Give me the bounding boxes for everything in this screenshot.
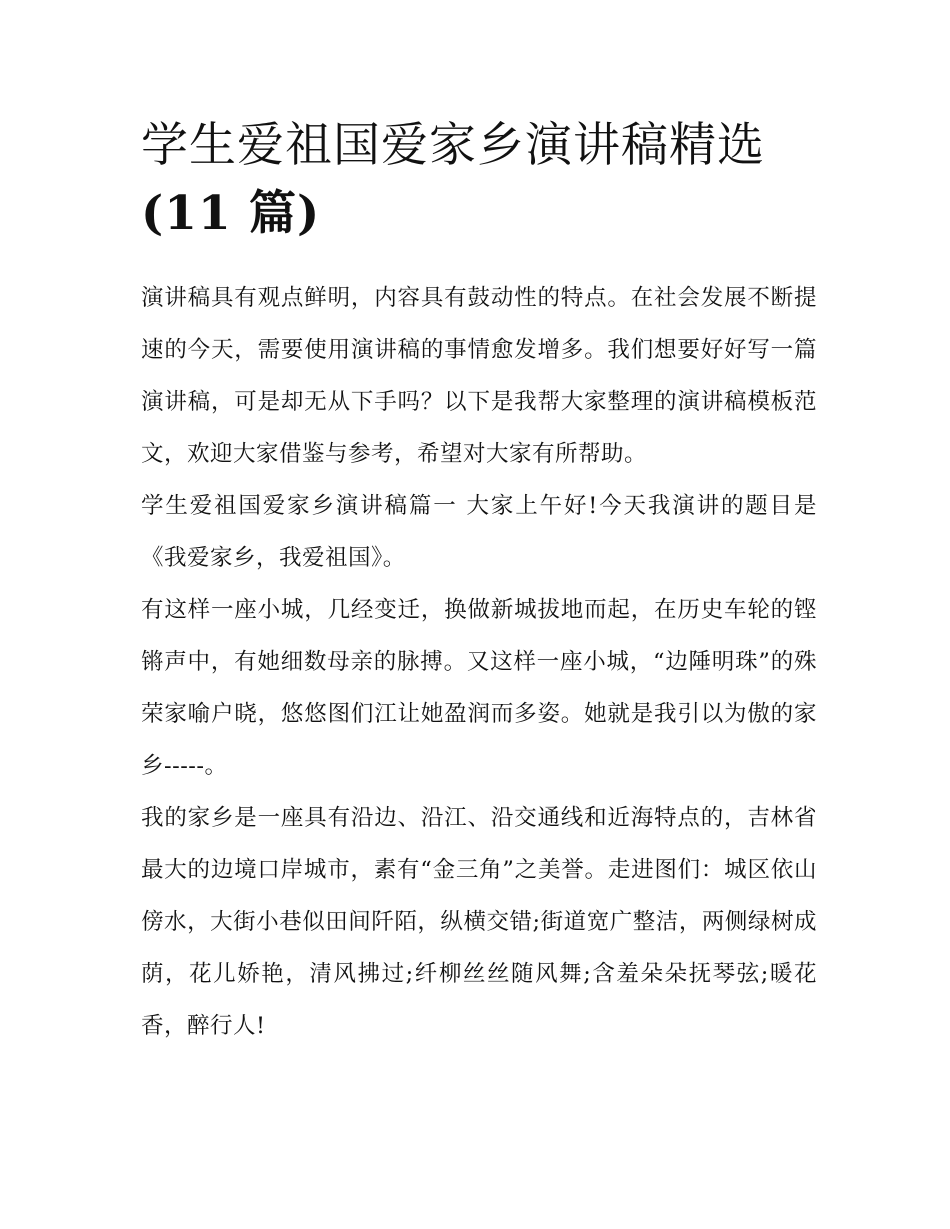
- document-body: [141, 112, 817, 1052]
- title-main: 学生爱祖国爱家乡演讲稿精选: [141, 118, 765, 173]
- title-count: (11 篇): [141, 186, 321, 241]
- hometown-description-paragraph: 有这样一座小城，几经变迁，换做新城拔地而起，在历史车轮的铿锵声中，有她细数母亲的脉搏。又这样一座小城，“边陲明珠”的殊荣家喻户晓，悠悠图们江让她盈润而多姿。她就是我引以为傲的家乡-----。: [141, 597, 817, 779]
- intro-paragraph: 演讲稿具有观点鲜明，内容具有鼓动性的特点。在社会发展不断提速的今天，需要使用演讲稿的事情愈发增多。我们想要好好写一篇演讲稿，可是却无从下手吗？以下是我帮大家整理的演讲稿模板范文，欢迎大家借鉴与参考，希望对大家有所帮助。: [141, 285, 817, 467]
- city-description-paragraph: 我的家乡是一座具有沿边、沿江、沿交通线和近海特点的，吉林省最大的边境口岸城市，素有“金三角”之美誉。走进图们：城区依山傍水，大街小巷似田间阡陌，纵横交错;街道宽广整洁，两侧绿树成荫，花儿娇艳，清风拂过;纤柳丝丝随风舞;含羞朵朵抚琴弦;暖花香，醉行人!: [141, 805, 817, 1039]
- speech-opening-paragraph: 学生爱祖国爱家乡演讲稿篇一 大家上午好!今天我演讲的题目是《我爱家乡，我爱祖国》。: [141, 493, 817, 571]
- document-title: [141, 112, 817, 248]
